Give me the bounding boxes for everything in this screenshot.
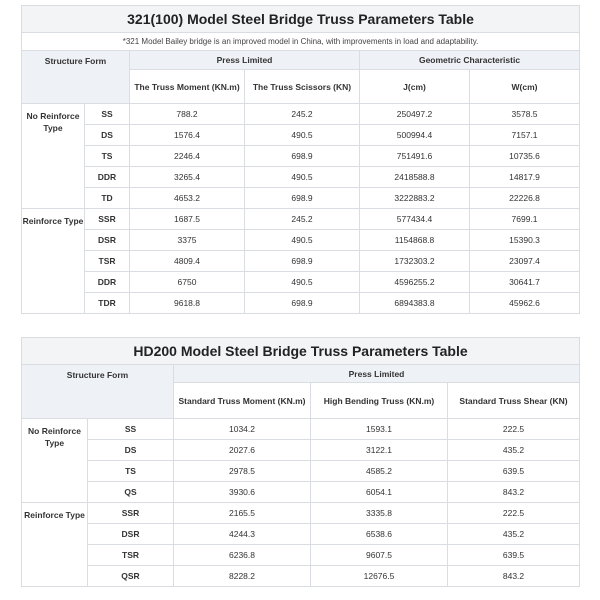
cell-scissors: 698.9 [245,146,360,167]
col-high-bending: High Bending Truss (KN.m) [311,383,448,419]
table-row [22,272,580,293]
cell-j: 3222883.2 [360,188,470,209]
row-code: DDR [85,272,130,293]
table-row [22,167,580,188]
table-row [22,209,580,230]
truss-table-hd200 [21,337,580,587]
cell-w: 15390.3 [470,230,580,251]
cell-shear: 639.5 [448,545,580,566]
cell-moment: 1576.4 [130,125,245,146]
cell-moment: 4653.2 [130,188,245,209]
cell-scissors: 490.5 [245,125,360,146]
row-code: DSR [85,230,130,251]
cell-moment: 6750 [130,272,245,293]
press-limited-header: Press Limited [174,365,580,383]
cell-shear: 222.5 [448,419,580,440]
row-code: TD [85,188,130,209]
cell-moment: 1034.2 [174,419,311,440]
table-row [22,188,580,209]
cell-w: 22226.8 [470,188,580,209]
table-row [22,419,580,440]
cell-shear: 435.2 [448,524,580,545]
cell-j: 4596255.2 [360,272,470,293]
cell-j: 500994.4 [360,125,470,146]
cell-bending: 6538.6 [311,524,448,545]
row-code: QSR [88,566,174,587]
row-code: SSR [88,503,174,524]
table-row [22,104,580,125]
cell-bending: 3122.1 [311,440,448,461]
structure-form-header: Structure Form [22,51,130,104]
cell-bending: 6054.1 [311,482,448,503]
cell-scissors: 490.5 [245,167,360,188]
cell-moment: 8228.2 [174,566,311,587]
table-row [22,461,580,482]
col-truss-scissors: The Truss Scissors (KN) [245,70,360,104]
row-code: TSR [88,545,174,566]
cell-shear: 843.2 [448,482,580,503]
row-code: DSR [88,524,174,545]
row-code: TSR [85,251,130,272]
cell-bending: 1593.1 [311,419,448,440]
cell-shear: 639.5 [448,461,580,482]
cell-w: 7157.1 [470,125,580,146]
table-row [22,440,580,461]
cell-shear: 222.5 [448,503,580,524]
col-standard-moment: Standard Truss Moment (KN.m) [174,383,311,419]
cell-j: 2418588.8 [360,167,470,188]
cell-moment: 6236.8 [174,545,311,566]
cell-w: 10735.6 [470,146,580,167]
col-w: W(cm) [470,70,580,104]
row-code: DS [88,440,174,461]
cell-bending: 12676.5 [311,566,448,587]
truss-table-321 [21,5,580,314]
cell-j: 1154868.8 [360,230,470,251]
cell-scissors: 245.2 [245,209,360,230]
cell-moment: 9618.8 [130,293,245,314]
table-row [22,251,580,272]
cell-shear: 435.2 [448,440,580,461]
cell-shear: 843.2 [448,566,580,587]
group-no-reinforce: No Reinforce Type [22,104,85,209]
cell-scissors: 698.9 [245,251,360,272]
group-no-reinforce: No Reinforce Type [22,419,88,503]
table-row [22,125,580,146]
table-row [22,293,580,314]
cell-j: 1732303.2 [360,251,470,272]
cell-scissors: 490.5 [245,272,360,293]
cell-w: 3578.5 [470,104,580,125]
cell-moment: 4244.3 [174,524,311,545]
group-reinforce: Reinforce Type [22,503,88,587]
row-code: TS [85,146,130,167]
cell-moment: 1687.5 [130,209,245,230]
cell-moment: 3930.6 [174,482,311,503]
cell-moment: 2978.5 [174,461,311,482]
table-row [22,545,580,566]
cell-j: 577434.4 [360,209,470,230]
cell-moment: 2027.6 [174,440,311,461]
row-code: SS [85,104,130,125]
row-code: SS [88,419,174,440]
cell-scissors: 490.5 [245,230,360,251]
cell-w: 45962.6 [470,293,580,314]
row-code: DS [85,125,130,146]
table-title: 321(100) Model Steel Bridge Truss Parameters Table [22,6,580,33]
table-title: HD200 Model Steel Bridge Truss Parameters Table [22,338,580,365]
geometric-header: Geometric Characteristic [360,51,580,70]
row-code: QS [88,482,174,503]
structure-form-header: Structure Form [22,365,174,419]
cell-scissors: 698.9 [245,293,360,314]
cell-w: 14817.9 [470,167,580,188]
cell-moment: 2246.4 [130,146,245,167]
cell-w: 7699.1 [470,209,580,230]
cell-bending: 3335.8 [311,503,448,524]
table-row [22,566,580,587]
cell-moment: 3265.4 [130,167,245,188]
table-row [22,146,580,167]
col-standard-shear: Standard Truss Shear (KN) [448,383,580,419]
table-row [22,503,580,524]
group-reinforce: Reinforce Type [22,209,85,314]
table-row [22,524,580,545]
cell-bending: 9607.5 [311,545,448,566]
cell-moment: 4809.4 [130,251,245,272]
col-truss-moment: The Truss Moment (KN.m) [130,70,245,104]
col-j: J(cm) [360,70,470,104]
cell-moment: 788.2 [130,104,245,125]
cell-bending: 4585.2 [311,461,448,482]
row-code: SSR [85,209,130,230]
cell-moment: 3375 [130,230,245,251]
row-code: TDR [85,293,130,314]
table-row [22,230,580,251]
cell-j: 250497.2 [360,104,470,125]
cell-scissors: 698.9 [245,188,360,209]
table-row [22,482,580,503]
row-code: TS [88,461,174,482]
cell-w: 23097.4 [470,251,580,272]
table-note: *321 Model Bailey bridge is an improved model in China, with improvements in load and adaptability. [22,33,580,51]
cell-moment: 2165.5 [174,503,311,524]
row-code: DDR [85,167,130,188]
press-limited-header: Press Limited [130,51,360,70]
cell-scissors: 245.2 [245,104,360,125]
cell-j: 6894383.8 [360,293,470,314]
cell-w: 30641.7 [470,272,580,293]
cell-j: 751491.6 [360,146,470,167]
